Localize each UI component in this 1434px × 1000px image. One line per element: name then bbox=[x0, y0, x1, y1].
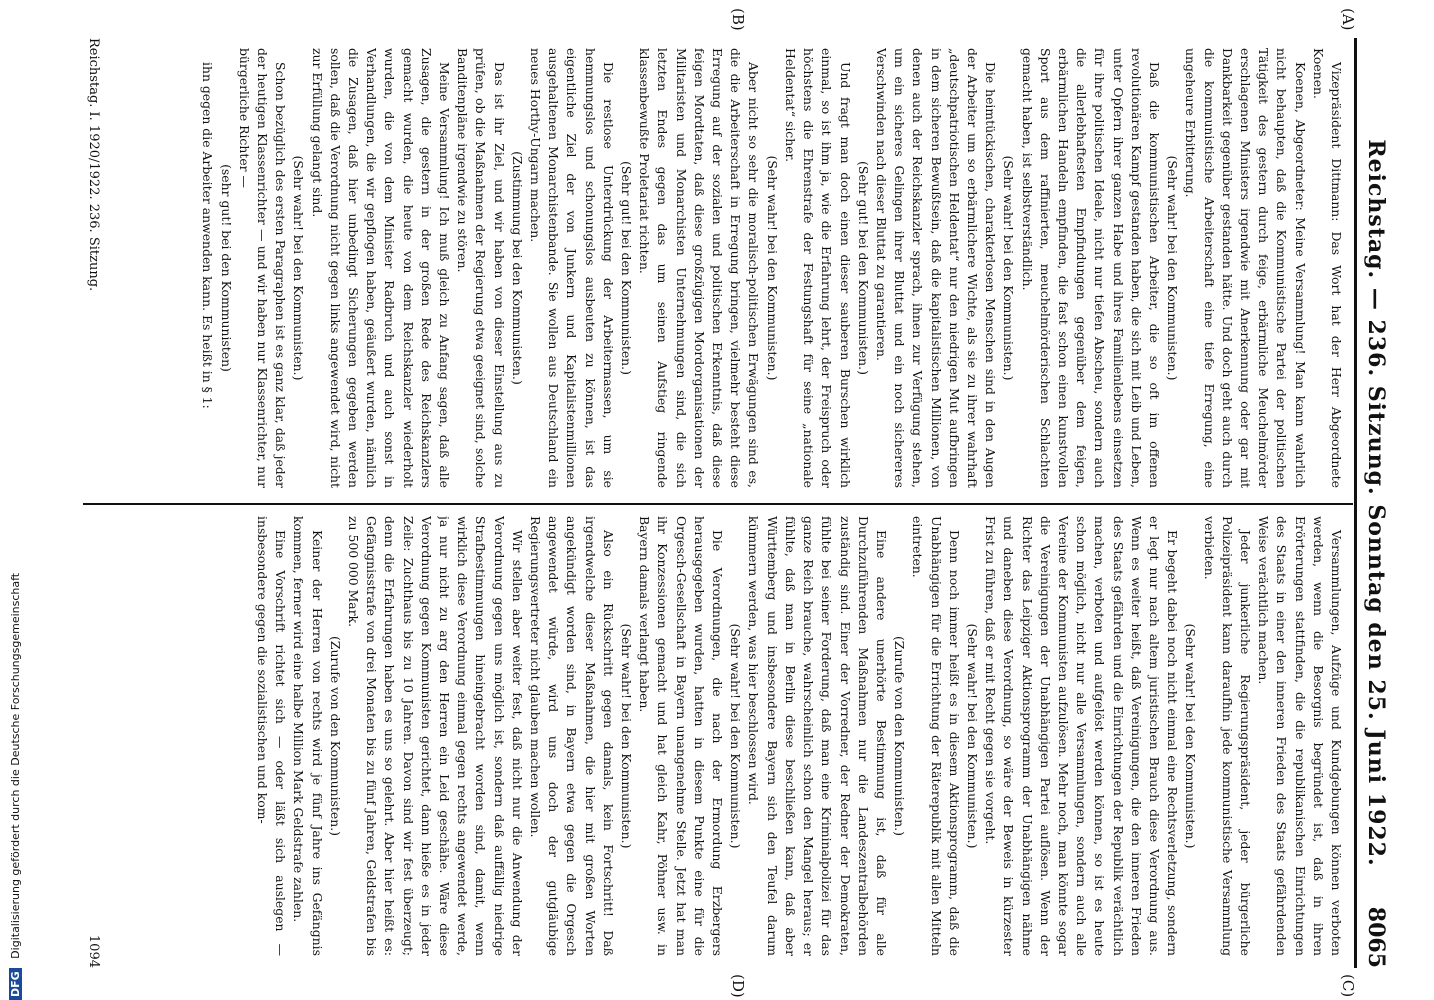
page-footer-number: 1094 bbox=[86, 934, 101, 968]
paragraph: ihn gegen die Arbeiter anwenden kann. Es heißt in § 1: bbox=[200, 62, 216, 409]
page-footer: Reichstag. I. 1920/1922. 236. Sitzung. bbox=[86, 38, 101, 292]
interjection: (Sehr wahr! bei den Kommunisten.) bbox=[1183, 623, 1199, 849]
paragraph: Meine Versammlung! Ich muß gleich zu Anfang sagen, daß alle Zusagen, die gestern in der großen Rede des Reichskanzlers gemacht wurden, die heute von dem Reichskanzler wiederholt wurden, die von dem Minister Radbruch und auch sonst in Verhandlungen, die wir gepflogen haben, geäußert wurden, nämlich die Zusagen, daß hier unbedingt Sicherungen gegeben werden sollen, daß die Verordnung nicht gegen links angewendet wird, nicht zur Erfüllung gelangt sind. bbox=[309, 48, 453, 488]
paragraph: Das ist ihr Ziel, und wir haben von dieser Einstellung aus zu prüfen, ob die Maßnahmen der Regierung etwa geeignet sind, solche Banditenpläne irgendwie zu stören. bbox=[455, 48, 507, 488]
digitization-text: Digitalisierung gefördert durch die Deutsche Forschungsgemeinschaft bbox=[9, 572, 22, 959]
dfg-logo: DFG bbox=[9, 968, 22, 1000]
page-number: 8065 bbox=[1363, 906, 1389, 968]
paragraph: Versammlungen, Aufzüge und Kundgebungen können verboten werden, wenn die Besorgnis begründet ist, daß in ihren Erörterungen stattfinden, die die republikanischen Einrichtungen des Staats in einer den inneren Frieden des Staats gefährdenden Weise verächtlich machen. bbox=[1256, 516, 1344, 956]
right-text-column bbox=[85, 516, 1345, 956]
margin-marker-b: (B) bbox=[729, 8, 747, 31]
margin-marker-a: (A) bbox=[1339, 8, 1357, 31]
paragraph: Er begeht dabei noch nicht einmal eine Rechtsverletzung, sondern er legt nur nach altem juristischen Brauch diese Verordnung aus. Wenn es weiter heißt, daß Vereinigungen, die den inneren Frieden des Staats gefährden und die Einrichtungen der Republik verächtlich machen, verboten und aufgelöst werden können, so ist es heute schon möglich, nicht nur alle Versammlungen, sondern auch alle Vereine der Kommunisten aufzulösen. Mehr noch, man könnte sogar die Vereinigungen der Unabhängigen Partei auflösen. Wenn der Richter das Leipziger Aktionsprogramm der Unabhängigen nähme und daneben diese Verordnung, so wäre der Beweis in kürzester Frist zu führen, daß er mit Recht gegen sie vorgeht. bbox=[983, 516, 1181, 956]
paragraph: Die heimtückischen, charakterlosen Menschen sind in den Augen der Arbeiter um so erbärmlichere Wichte, als sie zu ihrer wahrhaft „deutschpatriotischen Heldentat“ nur den niedrigen Mut aufbringen in dem sicheren Bewußtsein, daß die kapitalistischen Millionen, von denen auch der Reichskanzler sprach, ihnen zur Verfügung stehen, um ein sicheres Gelingen ihrer Bluttat und ein noch sichereres Verschwinden nach dieser Bluttat zu garantieren. bbox=[873, 48, 999, 488]
paragraph: Die Verordnungen, die nach der Ermordung Erzbergers herausgegeben wurden, hatten in diesem Punkte eine für die Orgesch-Gesellschaft in Bayern unangenehme Stelle. Jetzt hat man ihr Konzessionen gemacht und hat gleich Kahr, Pöhner usw. in Bayern damals verlangt haben. bbox=[637, 516, 726, 956]
paragraph: Denn noch immer heißt es in diesem Aktionsprogramm, daß die Unabhängigen für die Errichtung der Räterepublik mit allen Mitteln eintreten. bbox=[910, 516, 962, 956]
paragraph: Daß die kommunistischen Arbeiter, die so oft im offenen revolutionären Kampf gestanden haben, die sich mit Leib und Leben, unter Opfern ihrer ganzen Habe und ihres Familienlebens einsetzen für ihre politischen Ideale, nicht nur tiefen Abscheu, sondern auch die allerlebhaftesten Empfindungen gegenüber dem feigen, erbärmlichen Handeln empfinden, die fast schon einen kunstvollen Sport aus dem raffinierten, meuchelmörderischen Schlachten gemacht haben, ist selbstverständlich. bbox=[1019, 48, 1162, 488]
interjection: (Zurufe von den Kommunisten.) bbox=[892, 636, 908, 836]
paragraph: Aber nicht so sehr die moralisch-politischen Erwägungen sind es, die die Arbeiterschaft in Erregung bringen, vielmehr besteht diese Erregung auf der sozialen und politischen Erkenntnis, daß diese feigen Mordtaten, daß diese großzügigen Mordorganisationen der Militaristen und Monarchisten Unternehmungen sind, die sich letzten Endes gegen das um seinen Aufstieg ringende klassenbewußte Proletariat richten. bbox=[637, 48, 762, 488]
paragraph: Eine andere unerhörte Bestimmung ist, daß für alle Durchzuführenden Maßnahmen nur die Landeszentralbehörden zuständig sind. Einer der Vorredner, der Redner der Demokraten, fühlte bei seiner Forderung, daß man eine Kriminalpolizei für das ganze Reich brauche, wahrscheinlich schon den Mangel heraus; er fühlte, daß man in Berlin diese beschließen kann, daß aber Württemberg und insbesondere Bayern sich den Teufel darum kümmern werden, was hier beschlossen wird. bbox=[746, 516, 889, 956]
margin-marker-d: (D) bbox=[729, 974, 747, 998]
paragraph: Wir stellen aber weiter fest, daß nicht nur die Anwendung der Verordnung gegen uns möglich ist, sondern daß auffällig niedrige Strafbestimmungen hineingebracht worden sind, damit, wenn wirklich diese Verordnung einmal gegen rechts angewendet werde, ja nur nicht zu arg den Herren ein Leid geschähe. Wäre diese Verordnung gegen Kommunisten gerichtet, dann hieße es in jeder Zeile: Zuchthaus bis zu 10 Jahren. Davon sind wir fest überzeugt; denn die Erfahrungen haben es uns so gelehrt. Aber hier heißt es: Gefängnisstrafe von drei Monaten bis zu fünf Jahren, Geldstrafen bis zu 500 000 Mark. bbox=[346, 516, 525, 956]
interjection: (Sehr wahr! bei den Kommunisten.) bbox=[764, 155, 780, 381]
paragraph: Jeder junkerliche Regierungspräsident, jeder bürgerliche Polizeipräsident kann daraufhin jede kommunistische Versammlung verbieten. bbox=[1201, 516, 1253, 956]
paragraph: Eine Vorschrift richtet sich — oder läßt sich auslegen — insbesondere gegen die sozialistischen und kom- bbox=[255, 516, 289, 956]
document-page bbox=[67, 8, 1397, 998]
header-rule bbox=[1354, 38, 1357, 968]
paragraph: Schon bezüglich des ersten Paragraphen ist es ganz klar, daß jeder der heutigen Klassenrichter — und wir haben nur Klassenrichter, nur bürgerliche Richter — bbox=[236, 48, 289, 488]
left-text-column bbox=[85, 48, 1345, 488]
interjection: (Sehr wahr! bei den Kommunisten.) bbox=[728, 623, 744, 849]
paragraph: Und fragt man doch einen dieser sauberen Burschen wirklich einmal, so ist ihm ja, wie die Erfahrung lehrt, der Freispruch oder höchstens die Ehrenstrafe der Festungshaft für seine „nationale Heldentat“ sicher. bbox=[782, 48, 853, 488]
interjection: (Zurufe von den Kommunisten.) bbox=[327, 636, 343, 836]
interjection: (Sehr wahr! bei den Kommunisten.) bbox=[291, 155, 307, 381]
paragraph: Keiner der Herren von rechts wird je fünf Jahre ins Gefängnis kommen, ferner wird eine halbe Million Mark Geldstrafe zahlen. bbox=[291, 516, 325, 956]
interjection: (Sehr gut! bei den Kommunisten.) bbox=[619, 161, 635, 375]
paragraph: Koenen, Abgeordneter: Meine Versammlung! Man kann wahrlich nicht behaupten, daß die Kommunistische Partei der politischen Tätigkeit des gestern durch feige, erbärmliche Meuchelmörder erschlagenen Ministers irgendwie mit Anerkennung oder gar mit Dankbarkeit gegenüber gestanden hätte. Und doch geht auch durch die kommunistische Arbeiterschaft eine tiefe Erregung, eine ungeheure Erbitterung. bbox=[1183, 48, 1308, 488]
paragraph: Die restlose Unterdrückung der Arbeitermassen, um sie hemmungslos und schonungslos ausbeuten zu können, ist das eigentliche Ziel der von Junkern und Kapitalistenmillionen ausgehaltenen Monarchistenbande. Sie wollen aus Deutschland ein neues Horthy-Ungarn machen. bbox=[528, 48, 616, 488]
interjection: (Sehr gut! bei den Kommunisten.) bbox=[855, 161, 871, 375]
margin-marker-c: (C) bbox=[1339, 974, 1357, 998]
interjection: (Sehr wahr! bei den Kommunisten.) bbox=[1001, 155, 1017, 381]
interjection: (Sehr wahr! bei den Kommunisten.) bbox=[619, 623, 635, 849]
page-title: Reichstag. — 236. Sitzung. Sonntag den 25. Juni 1922. bbox=[1363, 139, 1389, 867]
interjection: (sehr gut! bei den Kommunisten) bbox=[218, 164, 234, 372]
column-divider bbox=[83, 503, 1353, 505]
paragraph: Also ein Rückschritt gegen damals, kein Fortschritt! Daß irgendwelche dieser Maßnahmen, die hier mit großen Worten angekündigt worden sind, in Bayern etwa gegen die Orgesch angewendet würde, wird uns doch der gutgläubige Regierungsvertreter nicht glauben machen wollen. bbox=[528, 516, 616, 956]
page-header bbox=[1357, 38, 1397, 968]
interjection: (Sehr wahr! bei den Kommunisten.) bbox=[964, 623, 980, 849]
interjection: (Sehr wahr! bei den Kommunisten.) bbox=[1165, 155, 1181, 381]
paragraph: Vizepräsident Dittmann: Das Wort hat der Herr Abgeordnete Koenen. bbox=[1310, 48, 1344, 488]
digitization-note bbox=[9, 40, 27, 1000]
interjection: (Zustimmung bei den Kommunisten.) bbox=[509, 151, 525, 385]
